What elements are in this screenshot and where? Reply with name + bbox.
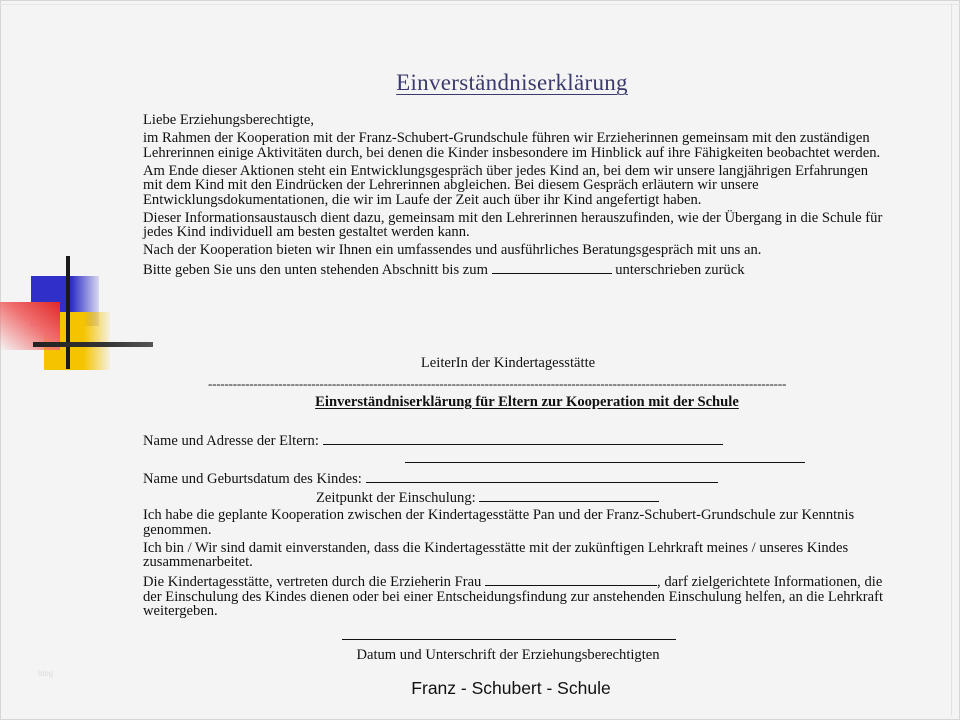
salutation: Liebe Erziehungsberechtigte, (143, 112, 314, 128)
return-request-text: Bitte geben Sie uns den unten stehenden Abschnitt bis zum (143, 262, 488, 278)
parents-field[interactable] (323, 432, 723, 445)
enrollment-field[interactable] (479, 489, 659, 502)
child-label: Name und Geburtsdatum des Kindes: (143, 471, 362, 487)
consent-section (143, 508, 883, 622)
enrollment-row (316, 489, 659, 507)
page-title: Einverständniserklärung (396, 70, 628, 95)
paragraph: im Rahmen der Kooperation mit der Franz-Schubert-Grundschule führen wir Erzieherinnen gemeinsam mit den zuständigen Lehrerinnen einige Aktivitäten durch, bei denen die Kinder insbesondere im Hinblick auf ihre Fähigkeiten beobachtet werden. (143, 130, 881, 161)
consent-statement: Ich bin / Wir sind damit einverstanden, dass die Kindertagesstätte mit der zukünftigen Lehrkraft meines / unseres Kindes zusammenarbeitet. (143, 539, 849, 570)
consent-text: , darf zielgerichtete Informationen, die der Einschulung des Kindes dienen oder bei einer Entscheidungsfindung zur anstehenden Einschulung helfen, an die Lehrkraft weitergeben. (143, 574, 883, 619)
child-field[interactable] (366, 470, 718, 483)
footer-school-name: Franz - Schubert - Schule (411, 678, 611, 698)
parents-row-2 (405, 450, 805, 468)
enrollment-label: Zeitpunkt der Einschulung: (316, 490, 476, 506)
signature-line[interactable] (342, 639, 676, 640)
parents-label: Name und Adresse der Eltern: (143, 433, 319, 449)
paragraph: Dieser Informationsaustausch dient dazu, gemeinsam mit den Lehrerinnen herauszufinden, wie der Übergang in die Schule für jedes Kind individuell am besten gestaltet werden kann. (143, 209, 883, 240)
form-title: Einverständniserklärung für Eltern zur Kooperation mit der Schule (315, 394, 739, 410)
return-request-text: unterschrieben zurück (615, 262, 745, 278)
vertical-bar (66, 256, 70, 369)
child-row (143, 470, 718, 488)
return-date-blank[interactable] (492, 261, 612, 274)
educator-name-field[interactable] (485, 573, 657, 586)
consent-text: Die Kindertagesstätte, vertreten durch die Erzieherin Frau (143, 574, 482, 590)
signature-caption: Datum und Unterschrift der Erziehungsberechtigten (356, 647, 660, 663)
watermark: blog (38, 669, 54, 678)
letter-body (143, 113, 883, 281)
paragraph: Nach der Kooperation bieten wir Ihnen ein umfassendes und ausführliches Beratungsgespräch mit uns an. (143, 242, 762, 258)
consent-statement (143, 573, 883, 619)
paragraph: Am Ende dieser Aktionen steht ein Entwicklungsgespräch über jedes Kind an, bei dem wir unsere langjährigen Erfahrungen mit dem Kind mit den Eindrücken der Lehrerinnen abgleichen. Bei diesem Gespräch erläutern wir unsere Entwicklungsdokumentationen, die wir im Laufe der Zeit auch über ihr Kind angefertigt haben. (143, 162, 869, 208)
leader-signature-label: LeiterIn der Kindertagesstätte (420, 355, 596, 371)
parents-field-2[interactable] (405, 450, 805, 463)
return-request (143, 261, 883, 278)
frame-divider (0, 4, 960, 5)
consent-statement: Ich habe die geplante Kooperation zwischen der Kindertagesstätte Pan und der Franz-Schubert-Grundschule zur Kenntnis genommen. (143, 507, 855, 538)
horizontal-bar (33, 342, 153, 347)
cut-line: -------------------------------------------------------------------------------------------------------------------------------------------- (208, 376, 787, 390)
parents-row (143, 432, 723, 450)
